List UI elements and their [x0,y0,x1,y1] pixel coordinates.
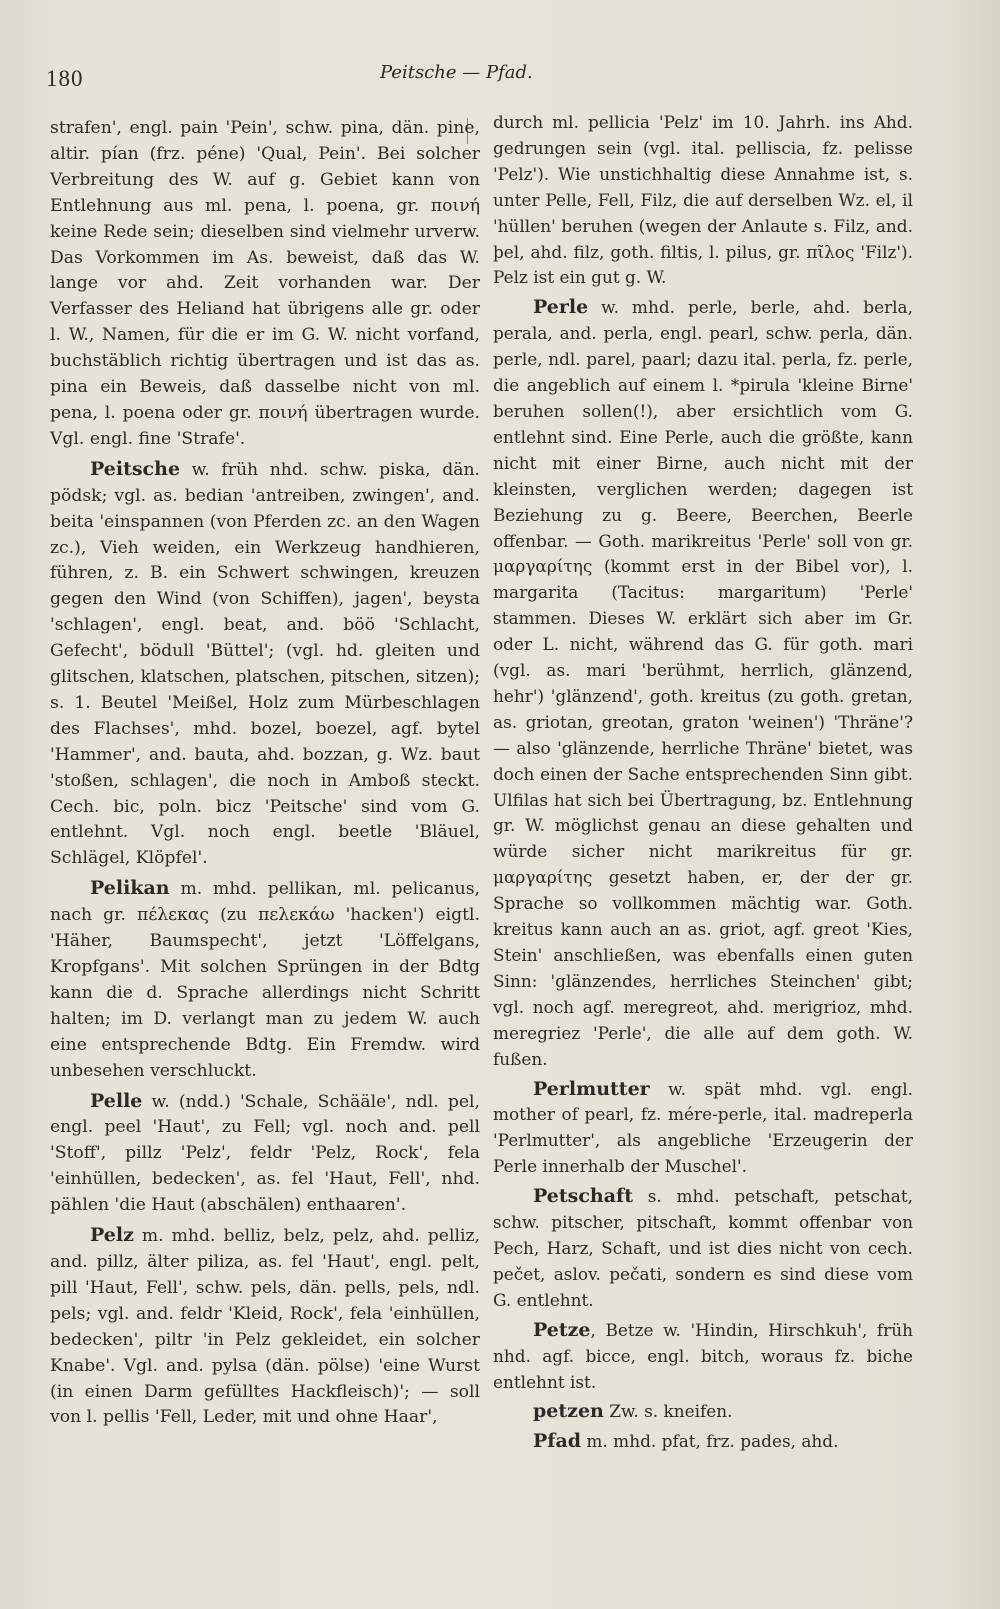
entry-continuation [50,116,480,453]
entry-peitsche [50,457,480,873]
entry-text: , Betze w. 'Hindin, Hirschkuh', früh nhd. agf. bicce, engl. bitch, woraus fz. biche entlehnt ist. [493,1319,913,1392]
entry-text: w. (ndd.) 'Schale, Schääle', ndl. pel, engl. peel 'Haut', zu Fell; vgl. noch and. pell 'Stoff', pillz 'Pelz', feldr 'Pelz, Rock', fela 'einhüllen, bedecken', as. fel 'Haut, Fell', nhd. pählen 'die Haut (abschälen) enthaaren'. [50,1091,480,1216]
headword: petzen [533,1400,604,1423]
entry-pfad [493,1429,913,1455]
page-number: 180 [46,66,84,91]
headword: Pelikan [90,877,170,900]
entry-text: w. spät mhd. vgl. engl. mother of pearl, fz. mére-perle, ital. madreperla 'Perlmutter', als angebliche 'Erzeugerin der Perle innerhalb der Muschel'. [493,1078,913,1177]
entry-text: durch ml. pellicia 'Pelz' im 10. Jahrh. ins Ahd. gedrungen sein (vgl. ital. pelliscia, fz. pelisse 'Pelz'). Wie unstichhaltig diese Annahme ist, s. unter Pelle, Fell, Filz, die auf derselben Wz. el, il 'hüllen' beruhen (wegen der Anlaute s. Filz, and. þel, ahd. filz, goth. filtis, l. pilus, gr. πῖλος 'Filz'). Pelz ist ein gut g. W. [493,112,913,288]
headword: Peitsche [90,457,181,480]
entry-text: Zw. s. kneifen. [603,1401,733,1422]
headword: Perle [533,296,589,319]
entry-text: w. früh nhd. schw. piska, dän. pödsk; vgl. as. bedian 'antreiben, zwingen', and. beita 'einspannen (von Pferden zc. an den Wagen zc.), Vieh weiden, ein Werkzeug handhieren, führen, z. B. ein Schwert schwingen, kreuzen gegen den Wind (von Schiffen), jagen', beysta 'schlagen', engl. beat, and. böö 'Schlacht, Gefecht', bödull 'Büttel'; (vgl. hd. gleiten und glitschen, klatschen, platschen, pitschen, sitzen); s. 1. Beutel 'Meißel, Holz zum Mürbeschlagen des Flachses', mhd. bozel, boezel, agf. bytel 'Hammer', and. bauta, ahd. bozzan, g. Wz. baut 'stoßen, schlagen', die noch in Amboß steckt. Cech. bic, poln. bicz 'Peitsche' sind vom G. entlehnt. Vgl. noch engl. beetle 'Bläuel, Schlägel, Klöpfel'. [50,459,480,869]
entry-pelikan [50,876,480,1084]
entry-text: w. mhd. perle, berle, ahd. berla, perala, and. perla, engl. pearl, schw. perla, dän. perle, ndl. parel, paarl; dazu ital. perla, fz. perle, die angeblich auf einem l. *pirula 'kleine Birne' beruhen sollen(!), aber ersichtlich vom G. entlehnt sind. Eine Perle, auch die größte, kann nicht mit einer Birne, auch nicht mit der kleinsten, verglichen werden; dagegen ist Beziehung zu g. Beere, Beerchen, Beerle offenbar. — Goth. marikreitus 'Perle' soll von gr. μαργαρίτης (kommt erst in der Bibel vor), l. margarita (Tacitus: margaritum) 'Perle' stammen. Dieses W. erklärt sich aber im Gr. oder L. nicht, während das G. für goth. mari (vgl. as. mari 'berühmt, herrlich, glänzend, hehr') 'glänzend', goth. kreitus (zu goth. gretan, as. griotan, greotan, graton 'weinen') 'Thräne'? — also 'glänzende, herrliche Thräne' bietet, was doch einen der Sache entsprechenden Sinn gibt. Ulfilas hat sich bei Übertragung, bz. Entlehnung gr. W. möglichst genau an diese gehalten und würde sicher nicht marikreitus für gr. μαργαρίτης gesetzt haben, er, der der gr. Sprache so vollkommen mächtig war. Goth. kreitus kann auch an as. griot, agf. greot 'Kies, Stein' anschließen, was ebenfalls einen guten Sinn: 'glänzendes, herrliches Steinchen' gibt; vgl. noch agf. meregreot, ahd. merigrioz, mhd. meregriez 'Perle', die alle auf dem goth. W. fußen. [493,297,913,1069]
entry-petzen [493,1399,913,1425]
running-title: Peitsche — Pfad. [380,62,533,83]
headword: Petze [533,1318,591,1341]
headword: Petschaft [533,1185,633,1208]
entry-pelz [50,1223,480,1431]
entry-text: m. mhd. belliz, belz, pelz, ahd. pelliz, and. pillz, älter piliza, as. fel 'Haut', engl. pelt, pill 'Haut, Fell', schw. pels, dän. pells, pels, ndl. pels; vgl. and. feldr 'Kleid, Rock', fela 'einhüllen, bedecken', piltr 'in Pelz gekleidet, ein solcher Knabe'. Vgl. and. pylsa (dän. pölse) 'eine Wurst (in einen Darm gefülltes Hackfleisch)'; — soll von l. pellis 'Fell, Leder, mit und ohne Haar', [50,1226,480,1428]
headword: Perlmutter [533,1077,650,1100]
entry-text: strafen', engl. pain 'Pein', schw. pina, dän. pine, altir. pían (frz. péne) 'Qual, Pein'. Bei solcher Verbreitung des W. auf g. Gebiet kann von Entlehnung aus ml. pena, l. poena, gr. ποινή keine Rede sein; dieselben sind vielmehr urverw. Das Vorkommen im As. beweist, daß das W. lange vor ahd. Zeit vorhanden war. Der Verfasser des Heliand hat übrigens alle gr. oder l. W., Namen, für die er im G. W. nicht vorfand, buchstäblich richtig übertragen und ist das as. pina ein Beweis, daß dasselbe nicht von ml. pena, l. poena oder gr. ποινή übertragen wurde. Vgl. engl. fine 'Strafe'. [50,118,480,449]
left-column [50,116,480,1431]
entry-pelle [50,1089,480,1220]
entry-petze [493,1318,913,1396]
entry-continuation [493,110,913,291]
entry-perle [493,295,913,1072]
headword: Pelle [90,1089,143,1112]
entry-text: s. mhd. petschaft, petschat, schw. pitscher, pitschaft, kommt offenbar von Pech, Harz, Schaft, und ist dies nicht von cech. pečet, aslov. pečati, sondern es sind diese vom G. entlehnt. [493,1186,913,1310]
right-column [493,110,913,1455]
entry-text: m. mhd. pfat, frz. pades, ahd. [581,1431,839,1452]
entry-perlmutter [493,1077,913,1181]
headword: Pelz [90,1224,134,1247]
entry-text: m. mhd. pellikan, ml. pelicanus, nach gr. πέλεκας (zu πελεκάω 'hacken') eigtl. 'Häher, Baumspecht', jetzt 'Löffelgans, Kropfgans'. Mit solchen Sprüngen in der Bdtg kann die d. Sprache allerdings nicht Schritt halten; im D. verlangt man zu jedem W. auch eine entsprechende Bdtg. Ein Fremdw. wird unbesehen verschluckt. [50,879,480,1081]
entry-petschaft [493,1184,913,1314]
headword: Pfad [533,1430,582,1453]
page-header [0,58,1000,98]
